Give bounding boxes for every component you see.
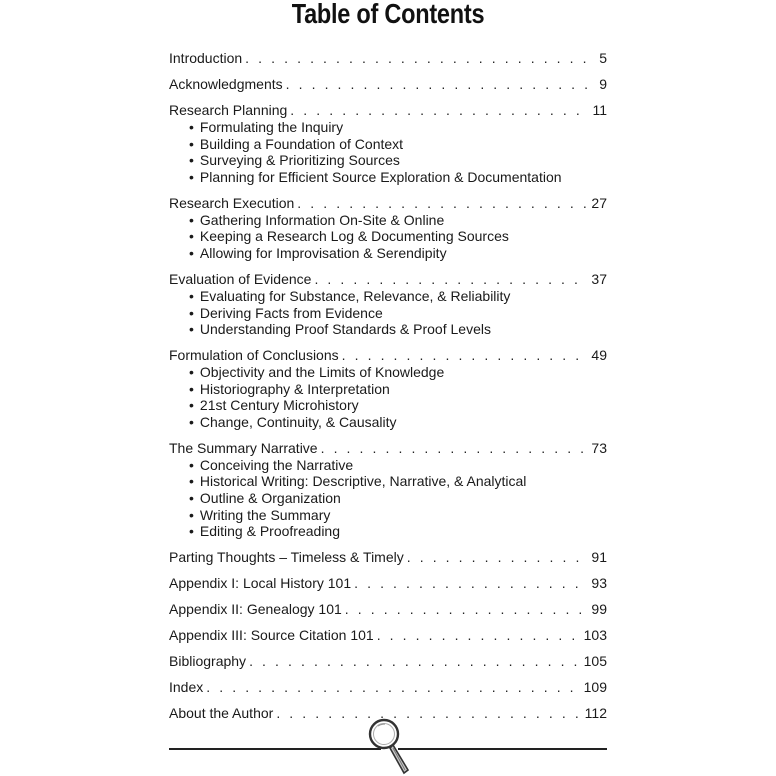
toc-entry-title: Research Execution bbox=[169, 194, 295, 211]
toc-entry-row bbox=[169, 678, 607, 696]
toc-entry-row bbox=[169, 49, 607, 67]
toc-entry-page-number: 5 bbox=[599, 50, 607, 66]
toc-subtopic: • Deriving Facts from Evidence bbox=[189, 305, 607, 322]
toc-subtopic: • Historiography & Interpretation bbox=[189, 381, 607, 398]
toc-entry-title: Index bbox=[169, 679, 204, 696]
toc-entry bbox=[169, 626, 607, 644]
toc-entry-title: Acknowledgments bbox=[169, 76, 283, 92]
toc-subtopic: • Surveying & Prioritizing Sources bbox=[189, 152, 607, 169]
toc-entry bbox=[169, 101, 607, 186]
dot-leader bbox=[245, 49, 596, 67]
toc-entry-page-number: 103 bbox=[583, 627, 607, 644]
toc-subtopic: • Evaluating for Substance, Relevance, & Reliability bbox=[189, 288, 607, 305]
toc-entry-page-number: 93 bbox=[591, 575, 607, 592]
toc-entry bbox=[169, 194, 607, 262]
magnifying-glass-icon bbox=[362, 716, 418, 776]
toc-entry bbox=[169, 49, 607, 67]
dot-leader bbox=[276, 704, 581, 722]
toc-subtopic-list bbox=[169, 457, 607, 540]
toc-subtopic: • Change, Continuity, & Causality bbox=[189, 414, 607, 431]
toc-subtopic-list bbox=[169, 288, 607, 338]
toc-entry bbox=[169, 548, 607, 566]
toc-entry-page-number: 49 bbox=[591, 346, 607, 363]
toc-entry bbox=[169, 600, 607, 618]
toc-entry-title: About the Author bbox=[169, 705, 274, 722]
toc-entry-row bbox=[169, 574, 607, 592]
toc-subtopic: • Objectivity and the Limits of Knowledge bbox=[189, 364, 607, 381]
dot-leader bbox=[354, 574, 588, 592]
toc-entry-row bbox=[169, 439, 607, 457]
toc-subtopic: • Gathering Information On-Site & Online bbox=[189, 212, 607, 229]
toc-entry bbox=[169, 270, 607, 338]
toc-entry-row bbox=[169, 626, 607, 644]
toc-entry-title: Appendix III: Source Citation 101 bbox=[169, 627, 374, 644]
toc-entry-row bbox=[169, 600, 607, 618]
toc-entry-row bbox=[169, 346, 607, 364]
toc-subtopic: • 21st Century Microhistory bbox=[189, 397, 607, 414]
dot-leader bbox=[249, 652, 581, 670]
dot-leader bbox=[290, 101, 589, 119]
toc-entry-row bbox=[169, 270, 607, 288]
toc-entry-page-number: 27 bbox=[591, 194, 607, 211]
table-of-contents bbox=[169, 49, 607, 730]
toc-entry-page-number: 37 bbox=[591, 270, 607, 287]
divider-right bbox=[398, 748, 607, 750]
divider-left bbox=[169, 748, 381, 750]
toc-entry-title: Parting Thoughts – Timeless & Timely bbox=[169, 549, 404, 566]
dot-leader bbox=[297, 194, 588, 212]
toc-subtopic: • Understanding Proof Standards & Proof Levels bbox=[189, 321, 607, 338]
toc-subtopic-list bbox=[169, 119, 607, 186]
toc-entry-row bbox=[169, 548, 607, 566]
toc-entry-title: Evaluation of Evidence bbox=[169, 270, 312, 287]
toc-subtopic: • Editing & Proofreading bbox=[189, 523, 607, 540]
dot-leader bbox=[321, 439, 589, 457]
toc-entry-page-number: 105 bbox=[583, 653, 607, 670]
toc-entry bbox=[169, 439, 607, 540]
toc-entry-page-number: 112 bbox=[584, 705, 607, 722]
toc-subtopic: • Allowing for Improvisation & Serendipity bbox=[189, 245, 607, 262]
dot-leader bbox=[377, 626, 581, 644]
toc-entry-row bbox=[169, 75, 607, 93]
toc-subtopic: • Writing the Summary bbox=[189, 507, 607, 524]
toc-entry-title: The Summary Narrative bbox=[169, 439, 318, 456]
toc-entry-title: Introduction bbox=[169, 50, 243, 66]
page-title: Table of Contents bbox=[291, 0, 485, 29]
dot-leader bbox=[407, 548, 589, 566]
toc-entry-page-number: 91 bbox=[591, 549, 607, 566]
toc-entry-title: Research Planning bbox=[169, 102, 288, 118]
toc-entry-page-number: 9 bbox=[599, 76, 607, 92]
dot-leader bbox=[314, 270, 588, 288]
toc-subtopic: • Formulating the Inquiry bbox=[189, 119, 607, 136]
toc-subtopic: • Keeping a Research Log & Documenting Sources bbox=[189, 228, 607, 245]
toc-entry-page-number: 73 bbox=[591, 439, 607, 456]
toc-entry-title: Appendix II: Genealogy 101 bbox=[169, 601, 342, 618]
toc-entry-page-number: 109 bbox=[583, 679, 607, 696]
toc-subtopic-list bbox=[169, 212, 607, 262]
toc-entry-page-number: 11 bbox=[592, 102, 607, 118]
toc-subtopic: • Historical Writing: Descriptive, Narrative, & Analytical bbox=[189, 473, 607, 490]
toc-entry-title: Bibliography bbox=[169, 653, 247, 670]
toc-subtopic-list bbox=[169, 364, 607, 431]
toc-entry-row bbox=[169, 101, 607, 119]
toc-subtopic: • Planning for Efficient Source Exploration & Documentation bbox=[189, 169, 607, 186]
toc-entry bbox=[169, 678, 607, 696]
toc-subtopic: • Outline & Organization bbox=[189, 490, 607, 507]
dot-leader bbox=[206, 678, 580, 696]
toc-entry bbox=[169, 574, 607, 592]
toc-entry bbox=[169, 346, 607, 431]
toc-entry-page-number: 99 bbox=[591, 601, 607, 618]
toc-subtopic: • Building a Foundation of Context bbox=[189, 136, 607, 153]
toc-entry-title: Appendix I: Local History 101 bbox=[169, 575, 352, 592]
toc-entry bbox=[169, 75, 607, 93]
dot-leader bbox=[286, 75, 597, 93]
toc-subtopic: • Conceiving the Narrative bbox=[189, 457, 607, 474]
toc-entry-row bbox=[169, 194, 607, 212]
toc-entry bbox=[169, 652, 607, 670]
toc-entry-title: Formulation of Conclusions bbox=[169, 346, 339, 363]
dot-leader bbox=[342, 346, 589, 364]
dot-leader bbox=[345, 600, 589, 618]
toc-entry-row bbox=[169, 652, 607, 670]
